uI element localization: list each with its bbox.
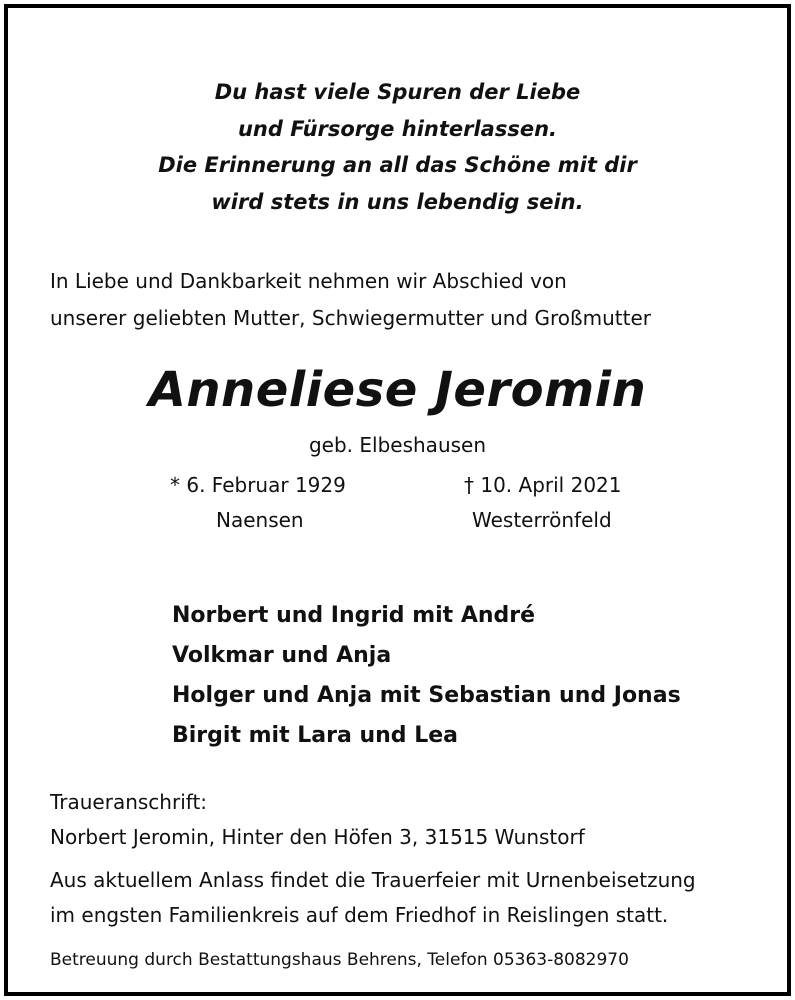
address-label: Traueranschrift: bbox=[50, 790, 208, 814]
mourner-entry: Norbert und Ingrid mit André bbox=[172, 603, 536, 628]
mourning-address bbox=[50, 785, 585, 855]
mourner-entry: Birgit mit Lara und Lea bbox=[172, 723, 458, 748]
death-place: Westerrönfeld bbox=[472, 508, 612, 532]
maiden-name: geb. Elbeshausen bbox=[308, 433, 487, 457]
life-dates bbox=[8, 468, 787, 538]
poem-line: Die Erinnerung an all das Schöne mit dir bbox=[158, 153, 637, 177]
intro-line: In Liebe und Dankbarkeit nehmen wir Abschied von bbox=[50, 269, 567, 293]
memorial-poem bbox=[8, 74, 787, 220]
address-value: Norbert Jeromin, Hinter den Höfen 3, 31515 Wunstorf bbox=[50, 825, 585, 849]
ceremony-line: im engsten Familienkreis auf dem Friedhof in Reislingen statt. bbox=[50, 903, 669, 927]
mourner-entry: Holger und Anja mit Sebastian und Jonas bbox=[172, 683, 681, 708]
farewell-intro bbox=[50, 263, 651, 337]
death-date: † 10. April 2021 bbox=[464, 473, 622, 497]
birth-place: Naensen bbox=[216, 508, 304, 532]
poem-line: Du hast viele Spuren der Liebe bbox=[214, 80, 581, 104]
mourners-list bbox=[172, 596, 681, 756]
deceased-name: Anneliese Jeromin bbox=[148, 362, 647, 418]
ceremony-notice bbox=[50, 863, 696, 933]
death-info bbox=[464, 468, 622, 538]
intro-line: unserer geliebten Mutter, Schwiegermutter und Großmutter bbox=[50, 306, 651, 330]
ceremony-line: Aus aktuellem Anlass findet die Trauerfeier mit Urnenbeisetzung bbox=[50, 868, 696, 892]
funeral-home-contact: Betreuung durch Bestattungshaus Behrens, Telefon 05363-8082970 bbox=[50, 950, 629, 970]
birth-date: * 6. Februar 1929 bbox=[170, 473, 346, 497]
mourner-entry: Volkmar und Anja bbox=[172, 643, 392, 668]
birth-info bbox=[170, 468, 346, 538]
obituary-notice bbox=[4, 4, 791, 996]
poem-line: und Fürsorge hinterlassen. bbox=[237, 116, 558, 141]
poem-line: wird stets in uns lebendig sein. bbox=[211, 189, 584, 214]
